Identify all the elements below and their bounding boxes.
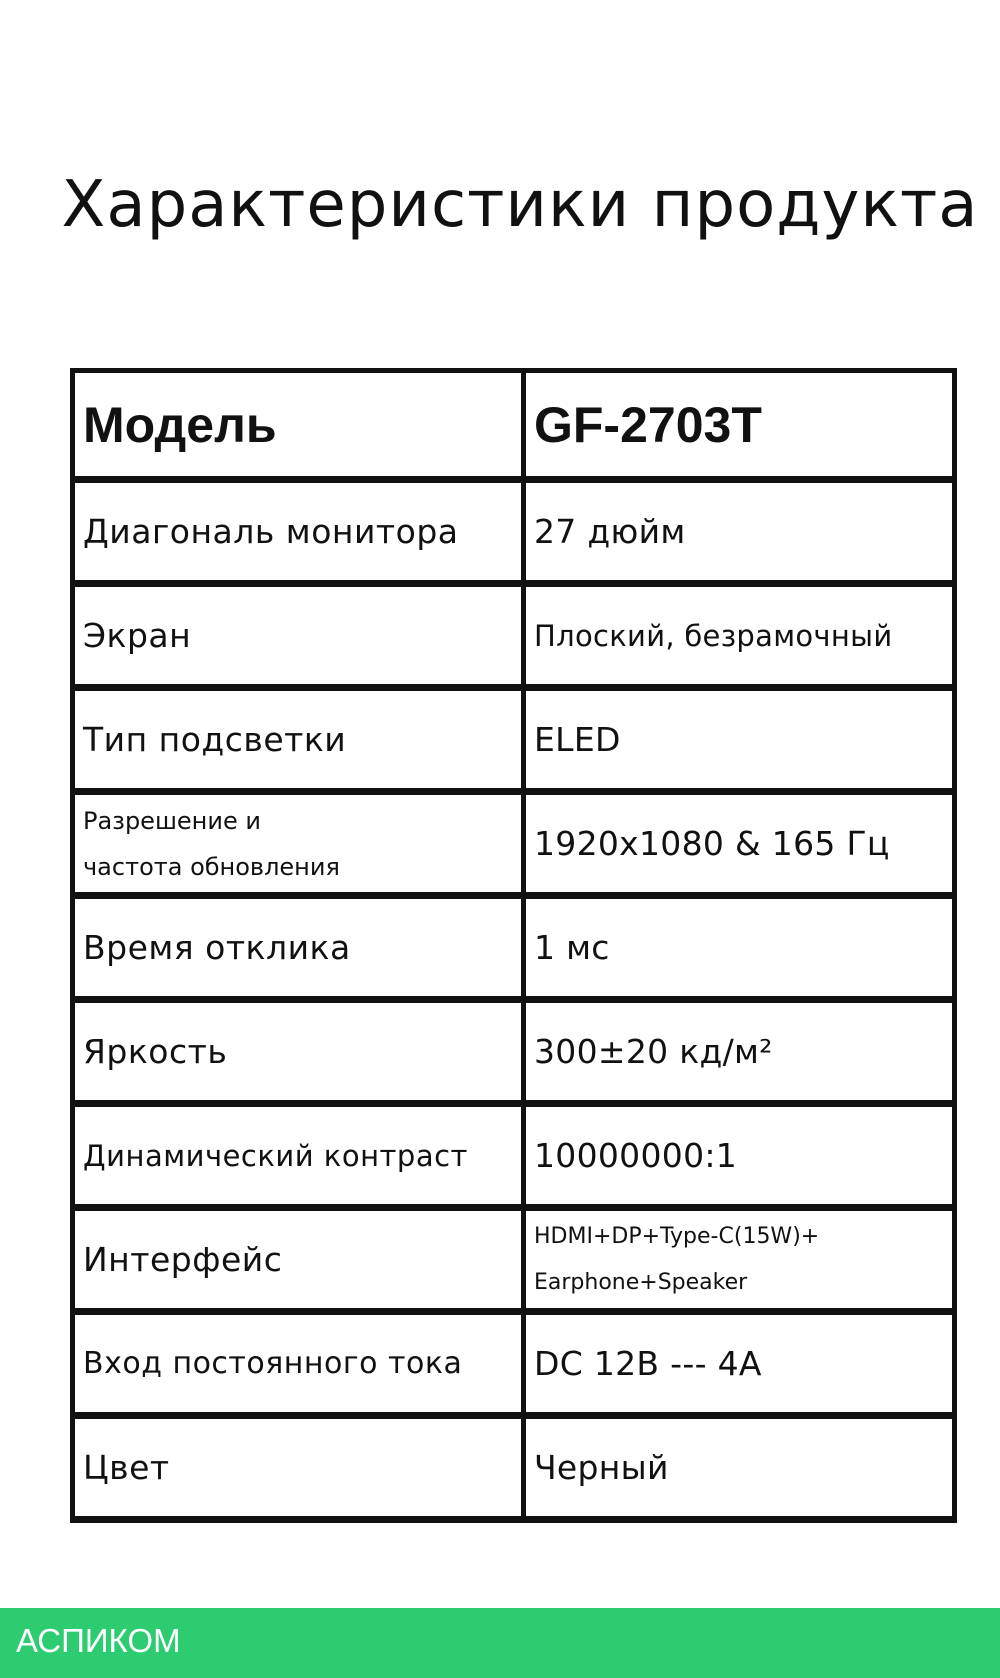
header-value-cell	[526, 373, 957, 483]
table-row	[75, 1003, 957, 1107]
spec-value: 1920x1080 & 165 Гц	[534, 824, 890, 863]
spec-label: Диагональ монитора	[83, 512, 459, 551]
brand-label: АСПИКОМ	[16, 1622, 181, 1659]
spec-value: Плоский, безрамочный	[534, 618, 893, 653]
spec-value: 300±20 кд/м²	[534, 1032, 773, 1071]
table-row	[75, 1419, 957, 1523]
model-value: GF-2703T	[534, 396, 762, 453]
table-row	[75, 1107, 957, 1211]
spec-label-line1: Разрешение и	[83, 806, 261, 835]
table-row	[75, 1315, 957, 1419]
table-row	[75, 373, 957, 483]
spec-label: Тип подсветки	[83, 720, 347, 759]
model-label: Модель	[83, 396, 277, 453]
spec-label: Интерфейс	[83, 1240, 283, 1279]
spec-value: ELED	[534, 720, 621, 759]
spec-label: Динамический контраст	[83, 1138, 468, 1173]
table-row	[75, 795, 957, 899]
table-row	[75, 1211, 957, 1315]
table-row	[75, 899, 957, 1003]
spec-label-line2: частота обновления	[83, 852, 340, 881]
header-label-cell	[75, 373, 526, 483]
spec-value: Черный	[534, 1448, 669, 1487]
footer-bar	[0, 1608, 1000, 1678]
spec-value: DC 12В --- 4А	[534, 1344, 762, 1383]
spec-value-line1: HDMI+DP+Type-C(15W)+	[534, 1223, 820, 1249]
spec-label: Вход постоянного тока	[83, 1346, 463, 1381]
table-row	[75, 483, 957, 587]
table-row	[75, 691, 957, 795]
spec-label: Экран	[83, 616, 192, 655]
spec-value: 10000000:1	[534, 1136, 738, 1175]
spec-label: Цвет	[83, 1448, 170, 1487]
table-row	[75, 587, 957, 691]
spec-table	[70, 368, 957, 1523]
spec-value: 27 дюйм	[534, 512, 686, 551]
spec-value: 1 мс	[534, 928, 610, 967]
spec-label: Яркость	[83, 1032, 228, 1071]
page-title: Характеристики продукта	[61, 168, 979, 242]
spec-value-line2: Earphone+Speaker	[534, 1269, 748, 1295]
spec-label: Время отклика	[83, 928, 351, 967]
